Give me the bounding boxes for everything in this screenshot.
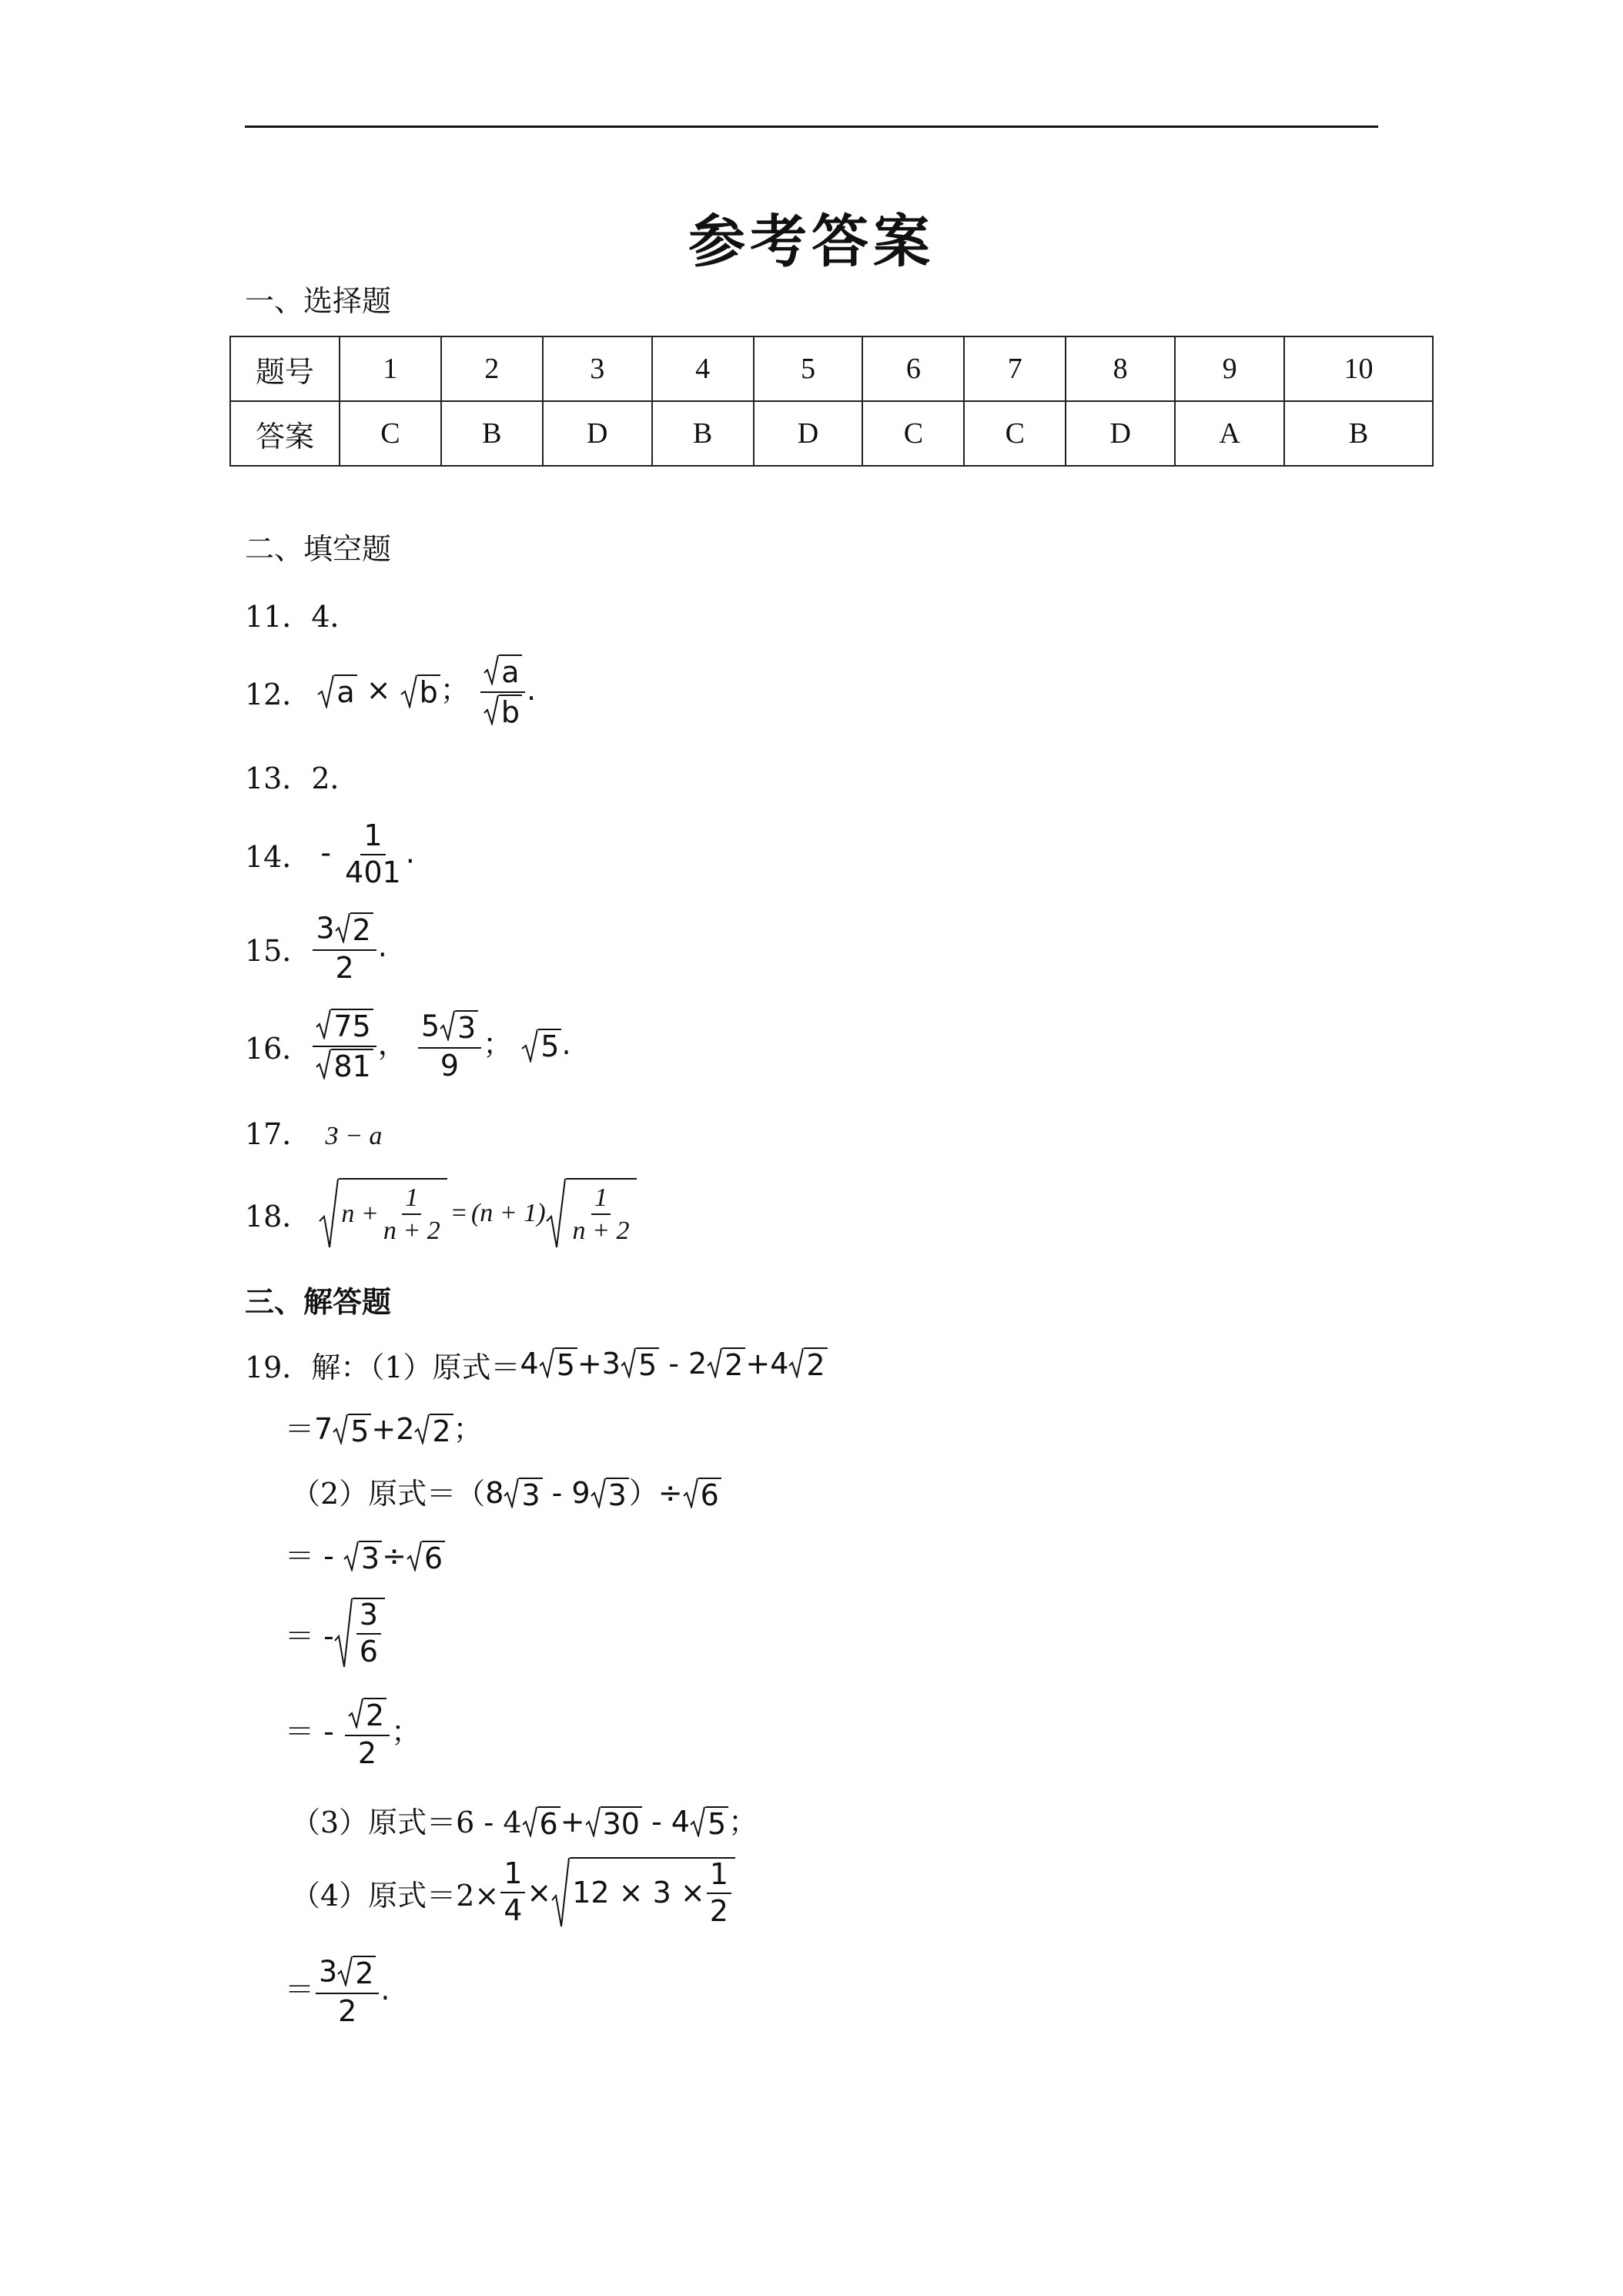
answer-label: 15．	[245, 934, 312, 969]
solution-19-part-2-step-1	[285, 1532, 445, 1575]
answer-15	[245, 912, 387, 984]
answer-label: 14．	[245, 840, 312, 875]
table-cell: 2	[441, 336, 543, 401]
table-row-numbers	[230, 336, 1433, 401]
solution-label: （4）原式＝2×	[291, 1878, 500, 1913]
table-cell: 10	[1284, 336, 1433, 401]
answer-11: 11．4．	[245, 600, 360, 634]
answer-12	[245, 654, 536, 729]
section-solve-heading: 三、解答题	[245, 1284, 392, 1319]
math-expression: $\frac{1}{4}$ × 12 × 3 × $\frac{1}{2}$	[499, 1857, 735, 1928]
table-cell: D	[543, 401, 652, 466]
math-expression: ＝ - $\frac{3}{6}$	[285, 1598, 385, 1668]
answer-label: 17．	[245, 1117, 312, 1151]
table-head-number: 题号	[230, 336, 340, 401]
math-expression: 3 − a	[325, 1122, 383, 1150]
table-row-answers	[230, 401, 1433, 466]
math-expression: 8 3 - 9 3 ）÷ 6	[485, 1469, 721, 1512]
math-expression: ＝ - $\frac{2}{2}$ ；	[285, 1699, 421, 1770]
math-expression: ＝ - 3 ÷ 6	[285, 1539, 445, 1573]
math-expression: n + $\frac{1}{n + 2}$ = (n + 1) $\frac{1}{n + 2}$	[319, 1178, 636, 1249]
answer-table	[229, 336, 1434, 467]
table-head-answer: 答案	[230, 401, 340, 466]
answer-18	[245, 1178, 637, 1249]
table-cell: 8	[1066, 336, 1175, 401]
math-expression: $\frac{75}{81}$ ， 5 3 9 ； 5 .	[311, 1009, 571, 1083]
solution-19-part-4	[291, 1857, 735, 1928]
table-cell: B	[441, 401, 543, 466]
math-expression: ＝7 5 +2 2 ；	[285, 1412, 483, 1448]
solution-label: 19．解：（1）原式＝	[245, 1350, 520, 1384]
table-cell: 3	[543, 336, 652, 401]
solution-19-part-3	[291, 1798, 758, 1841]
solution-19-part-2-step-2	[285, 1598, 385, 1668]
answer-17	[245, 1110, 382, 1153]
answer-label: 16．	[245, 1032, 312, 1066]
header-rule	[245, 126, 1378, 128]
answer-16	[245, 1009, 571, 1083]
section-fill-heading: 二、填空题	[245, 532, 392, 566]
math-expression: 4 5 +3 5 - 2 2 +4 2	[520, 1347, 828, 1383]
answer-13: 13．2．	[245, 761, 360, 795]
table-cell: B	[652, 401, 754, 466]
math-expression: 3 2 2 .	[311, 912, 387, 984]
math-expression: a × b ； $\frac{a}{b}$ .	[317, 654, 536, 729]
table-cell: C	[964, 401, 1066, 466]
table-cell: 5	[754, 336, 863, 401]
solution-19-line-1	[245, 1344, 828, 1386]
table-cell: D	[1066, 401, 1175, 466]
solution-19-part-4-result	[285, 1956, 390, 2027]
table-cell: 9	[1175, 336, 1284, 401]
solution-19-part-2-step-3	[285, 1698, 420, 1769]
math-expression: - $\frac{1}{401}$ .	[320, 818, 415, 889]
solution-label: （3）原式＝6 - 4	[291, 1805, 522, 1839]
table-cell: 4	[652, 336, 754, 401]
solution-19-part-2	[291, 1469, 721, 1512]
table-cell: 7	[964, 336, 1066, 401]
table-cell: A	[1175, 401, 1284, 466]
page-title: 参考答案	[688, 209, 935, 275]
solution-label: （2）原式＝（	[291, 1476, 486, 1511]
table-cell: B	[1284, 401, 1433, 466]
table-cell: C	[862, 401, 964, 466]
table-cell: 1	[340, 336, 441, 401]
solution-19-line-2	[285, 1405, 483, 1448]
section-choice-heading: 一、选择题	[245, 284, 392, 318]
answer-label: 18．	[245, 1199, 312, 1233]
answer-14	[245, 820, 415, 889]
math-expression: 6 + 30 - 4 5 ；	[522, 1798, 758, 1841]
table-cell: C	[340, 401, 441, 466]
table-cell: D	[754, 401, 863, 466]
math-expression: ＝ 3 2 2 .	[285, 1954, 390, 2028]
answer-label: 12．	[245, 678, 312, 712]
table-cell: 6	[862, 336, 964, 401]
